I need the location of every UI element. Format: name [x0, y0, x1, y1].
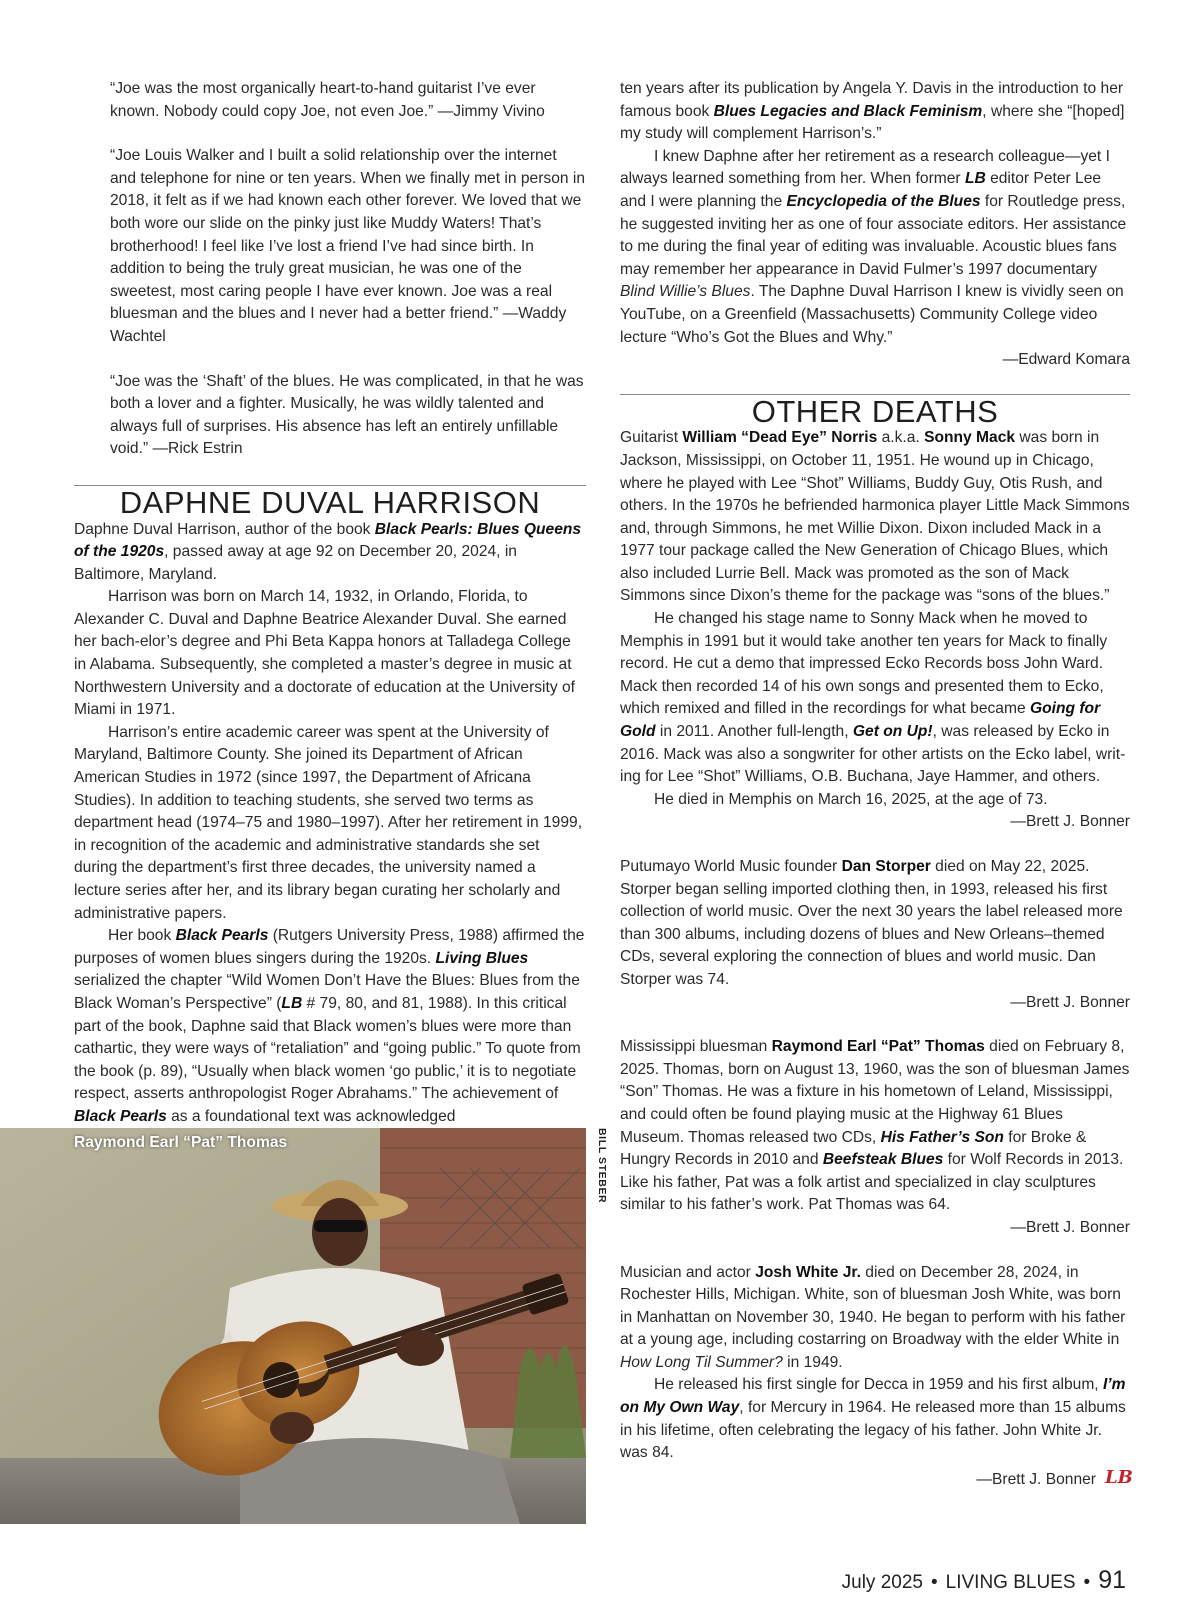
book-title: Blues Legacies and Black Feminism [713, 102, 983, 120]
album-title: Get on Up! [852, 723, 933, 741]
book-title: Black Pearls [175, 927, 269, 945]
text: for Broke & Hungry Records in 2010 and [620, 1128, 1087, 1169]
show-title: How Long Til Summer? [620, 1353, 783, 1371]
page-footer [842, 1566, 1126, 1595]
album-title: Beefsteak Blues [822, 1151, 944, 1169]
film-title: Blind Willie’s Blues [620, 283, 751, 301]
harrison-paragraph-1 [74, 519, 586, 587]
book-title: Black Pearls: Blues Queens of the 1920s [74, 520, 582, 561]
thomas-paragraph-1 [620, 1036, 1130, 1217]
photo-pat-thomas [0, 1128, 586, 1524]
text: Her book [108, 927, 176, 945]
book-title: Encyclopedia of the Blues [786, 192, 981, 210]
text: for Wolf Records in 2013. Like his father, Pat was a folk artist and specialized in clay sculptures similar to his father’s work. Pat Thomas was 64. [620, 1151, 1124, 1214]
text: Mississippi bluesman [620, 1038, 772, 1056]
footer-date: July 2025 [841, 1572, 923, 1593]
person-name: Raymond Earl “Pat” Thomas [771, 1038, 985, 1056]
magazine-title: Living Blues [435, 949, 529, 967]
obit-dan-storper [620, 856, 1130, 1014]
text: , was released by Ecko in 2016. Mack was also a songwriter for other artists on the Ecko label, writ-ing for Lee “Shot” Williams, O.B. Buchana, Jaye Hammer, and others. [620, 723, 1126, 786]
text: # 79, 80, and 81, 1988). In this critical part of the book, Daphne said that Black women’s blues were more than cathartic, they were ways of “retaliation” and “going public.” To quote from the book (p. 89), “Usually when black women ‘go public,’ it is to negotiate respect, asserts anthropologist Roger Abrahams.” The achievement of [74, 994, 581, 1103]
norris-paragraph-3: He died in Memphis on March 16, 2025, at the age of 73. [654, 790, 1048, 808]
footer-bullet: • [1083, 1572, 1091, 1593]
harrison-heading: DAPHNE DUVAL HARRISON [119, 484, 541, 520]
text: (Rutgers University Press, 1988) affirmed the purposes of women blues singers during the 1920s. [74, 927, 585, 967]
text: died on December 28, 2024, in Rochester Hills, Michigan. White, son of bluesman Josh White, was born in Manhattan on November 30, 1940. He began to perform with his father at a young age, including costarring on Broadway with the elder White in [620, 1263, 1126, 1349]
album-title: I’m on My Own Way [620, 1376, 1126, 1417]
magazine-abbrev: LB [281, 994, 303, 1012]
text: He changed his stage name to Sonny Mack when he moved to Memphis in 1991 but it would take another ten years for Mack to finally record. He cut a demo that impressed Ecko Records boss John Ward. Mack then recorded 14 of his own songs and presented them to Ecko, which remixed and filled in the recordings for what became [620, 610, 1108, 718]
signature-bonner: —Brett J. Bonner [1010, 813, 1130, 831]
album-title: His Father’s Son [880, 1128, 1004, 1146]
text: was born in Jackson, Mississippi, on October 11, 1951. He wound up in Chicago, where he played with Lee “Shot” Williams, Buddy Guy, Otis Rush, and others. In the 1970s he befriended harmonica player Little Mack Simmons and, through Simmons, he met Willie Dixon. Dixon included Mack in a 1977 tour package called the New Generation of Chicago Blues, which also included Lurrie Bell. Mack was promoted as the son of Mack Simmons since Dixon’s theme for the package was “sons of the blues.” [620, 429, 1130, 605]
norris-paragraph-2 [620, 608, 1130, 789]
text: a.k.a. [877, 429, 925, 447]
text: ten years after its publication by Angela Y. Davis in the introduction to her famous book [620, 80, 1124, 120]
text: died on May 22, 2025. Storper began selling imported clothing then, in 1993, released his first collection of world music. Over the next 30 years the label released more than 300 albums, including dozens of blues and New Orleans–themed CDs, several exploring the connection of blues and world music. Dan Storper was 74. [620, 858, 1123, 988]
person-name: William “Dead Eye” Norris [682, 429, 878, 447]
white-paragraph-1 [620, 1262, 1130, 1375]
norris-paragraph-1 [620, 427, 1130, 608]
signature-komara: —Edward Komara [1002, 351, 1130, 369]
signature-bonner: —Brett J. Bonner [1010, 993, 1130, 1011]
signature-text: —Brett J. Bonner [976, 1470, 1096, 1488]
harrison-cont-paragraph-2 [620, 146, 1130, 349]
text: Musician and actor [620, 1263, 756, 1281]
text: Guitarist [620, 429, 683, 447]
quote-jimmy-vivino: “Joe was the most organically heart-to-hand guitarist I’ve ever known. Nobody could copy Joe, not even Joe.” —Jimmy Vivino [110, 80, 545, 120]
lb-logo-icon [1104, 1465, 1133, 1495]
obit-pat-thomas [620, 1036, 1130, 1239]
white-paragraph-2 [620, 1374, 1130, 1464]
obit-josh-white-jr [620, 1262, 1133, 1495]
text: Putumayo World Music founder [620, 858, 842, 875]
harrison-cont-paragraph-1 [620, 78, 1130, 146]
obit-sonny-mack [620, 427, 1130, 834]
photo-illustration [0, 1128, 586, 1524]
book-title: Black Pearls [74, 1107, 167, 1125]
magazine-abbrev: LB [964, 170, 986, 188]
signature-bonner: —Brett J. Bonner [1010, 1218, 1130, 1236]
text: in 2011. Another full-length, [655, 723, 853, 741]
text: Daphne Duval Harrison, author of the book [74, 520, 375, 538]
storper-paragraph-1 [620, 856, 1130, 992]
text: editor Peter Lee and I were planning the [620, 170, 1102, 210]
page-number: 91 [1098, 1566, 1126, 1594]
harrison-paragraph-4 [74, 925, 586, 1128]
footer-bullet: • [930, 1572, 938, 1593]
person-name: Sonny Mack [924, 429, 1016, 447]
text: . The Daphne Duval Harrison I knew is vividly seen on YouTube, on a Greenfield (Massachusetts) Community College video lecture “Who’s Got the Blues and Why.” [620, 283, 1124, 346]
photo-credit: BILL STEBER [596, 1128, 608, 1204]
text: serialized the chapter “Wild Women Don’t Have the Blues: Blues from the Black Woman’s Perspective” ( [74, 972, 580, 1012]
album-title: Going for Gold [620, 700, 1101, 741]
photo-caption: Raymond Earl “Pat” Thomas [74, 1134, 288, 1151]
text: , for Mercury in 1964. He released more than 15 albums in his lifetime, often celebrating the legacy of his father. John White Jr. was 84. [620, 1399, 1126, 1462]
harrison-paragraph-3: Harrison’s entire academic career was spent at the University of Maryland, Baltimore County. She joined its Department of African American Studies in 1972 (since 1997, the Department of Africana Studies). In addition to teaching students, she served two terms as department head (1974–75 and 1980–1997). After her retirement in 1999, in recognition of the academic and administrative standards she set during the department’s first three decades, the university named a lecture series after her, and its library began curating her scholarly and administrative papers. [74, 723, 583, 922]
text: in 1949. [782, 1353, 843, 1371]
quote-rick-estrin: “Joe was the ‘Shaft’ of the blues. He was complicated, in that he was both a lover and a fighter. Musically, he was wildly talented and always full of surprises. His absence has left an entirely unfillable void.” —Rick Estrin [110, 372, 584, 458]
text: He released his first single for Decca in 1959 and his first album, [654, 1376, 1103, 1394]
other-deaths-heading: OTHER DEATHS [751, 393, 999, 429]
person-name: Dan Storper [841, 858, 931, 875]
text: I knew Daphne after her retirement as a research colleague—yet I always learned something from her. When former [620, 147, 1110, 188]
right-column [620, 78, 1133, 1494]
text: died on February 8, 2025. Thomas, born on August 13, 1960, was the son of bluesman James “Son” Thomas. He was a fixture in his hometown of Leland, Mississippi, and could often be found playing music at the Highway 61 Blues Museum. Thomas released two CDs, [620, 1038, 1130, 1146]
text: , where she “[hoped] my study will complement Harrison’s.” [620, 102, 1125, 143]
text: , passed away at age 92 on December 20, 2024, in Baltimore, Maryland. [74, 543, 517, 583]
left-column [74, 78, 586, 1129]
signature-bonner-final [620, 1465, 1133, 1495]
text: as a foundational text was acknowledged [166, 1107, 456, 1125]
harrison-paragraph-2: Harrison was born on March 14, 1932, in Orlando, Florida, to Alexander C. Duval and Daphne Beatrice Alexander Duval. She earned her bach-elor’s degree and Phi Beta Kappa honors at Talladega College in Alabama. Subsequently, she completed a master’s degree in music at Northwestern University and a doctorate of education at the University of Miami in 1971. [74, 588, 575, 719]
text: for Routledge press, he suggested inviting her as one of four associate editors. Her assistance to me during the final year of editing was invaluable. Acoustic blues fans may remember her appearance in David Fulmer’s 1997 documentary [620, 192, 1127, 278]
footer-magazine: LIVING BLUES [945, 1572, 1076, 1593]
quote-waddy-wachtel: “Joe Louis Walker and I built a solid relationship over the internet and telephone for nine or ten years. When we finally met in person in 2018, it felt as if we had known each other forever. We loved that we both wore our slide on the pinky just like Muddy Waters! That’s brotherhood! I feel like I’ve lost a friend I’ve had since birth. In addition to being the truly great musician, he was one of the sweetest, most caring people I have ever known. Joe was a real bluesman and the blues and I never had a better friend.” —Waddy Wachtel [110, 147, 586, 345]
lb-logo-text: LB [1105, 1466, 1133, 1488]
person-name: Josh White Jr. [755, 1263, 861, 1281]
